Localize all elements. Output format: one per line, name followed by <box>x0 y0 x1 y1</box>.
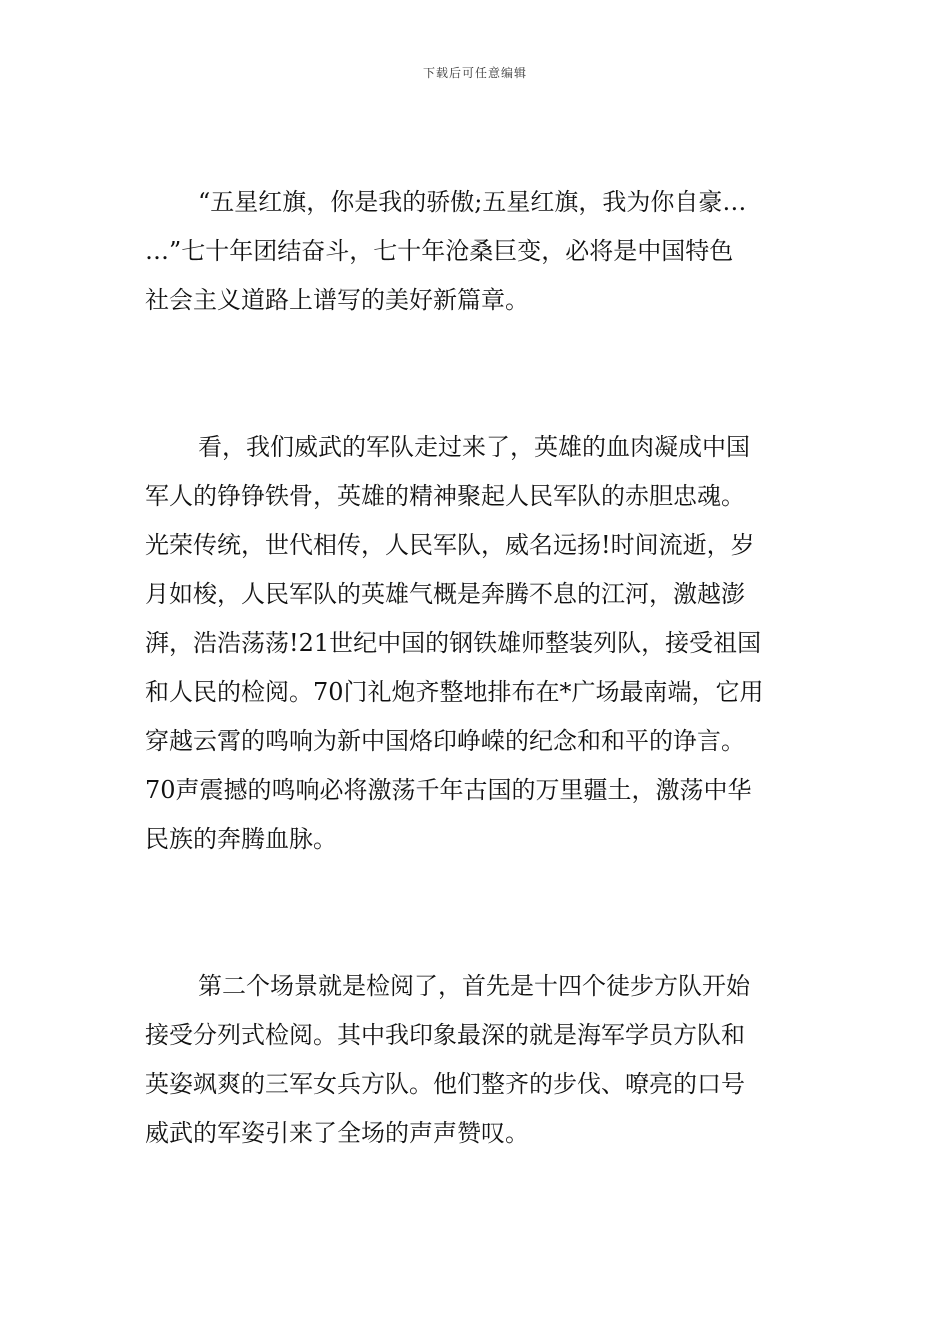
paragraph-line: 接受分列式检阅。其中我印象最深的就是海军学员方队和 <box>145 1021 745 1049</box>
paragraph-line: 民族的奔腾血脉。 <box>145 825 337 853</box>
paragraph-line: …”七十年团结奋斗，七十年沧桑巨变，必将是中国特色 <box>145 237 734 265</box>
paragraph-line: 社会主义道路上谱写的美好新篇章。 <box>145 286 529 314</box>
paragraph-line: 和人民的检阅。70门礼炮齐整地排布在*广场最南端，它用 <box>145 678 764 706</box>
paragraph-spacer <box>145 864 815 962</box>
paragraph-line: 威武的军姿引来了全场的声声赞叹。 <box>145 1119 529 1147</box>
paragraph-spacer <box>145 325 815 423</box>
paragraph-line: 月如梭，人民军队的英雄气概是奔腾不息的江河，激越澎 <box>145 580 745 608</box>
paragraph-line: 湃，浩浩荡荡!21世纪中国的钢铁雄师整装列队，接受祖国 <box>145 629 762 657</box>
paragraph-line: 70声震撼的鸣响必将激荡千年古国的万里疆土，激荡中华 <box>145 776 752 804</box>
paragraph-line: 第二个场景就是检阅了，首先是十四个徒步方队开始 <box>198 972 750 1000</box>
paragraph-1 <box>145 178 815 325</box>
paragraph-line: 穿越云霄的鸣响为新中国烙印峥嵘的纪念和和平的诤言。 <box>145 727 745 755</box>
paragraph-line: 英姿飒爽的三军女兵方队。他们整齐的步伐、嘹亮的口号 <box>145 1070 745 1098</box>
paragraph-2 <box>145 423 815 864</box>
paragraph-3 <box>145 962 815 1158</box>
page-header: 下载后可任意编辑 <box>422 66 527 80</box>
document-body <box>145 178 815 1158</box>
paragraph-line: 看，我们威武的军队走过来了，英雄的血肉凝成中国 <box>198 433 750 461</box>
paragraph-line: “五星红旗，你是我的骄傲;五星红旗，我为你自豪… <box>198 188 747 216</box>
paragraph-line: 军人的铮铮铁骨，英雄的精神聚起人民军队的赤胆忠魂。 <box>145 482 745 510</box>
paragraph-line: 光荣传统，世代相传，人民军队，威名远扬!时间流逝，岁 <box>145 531 755 559</box>
